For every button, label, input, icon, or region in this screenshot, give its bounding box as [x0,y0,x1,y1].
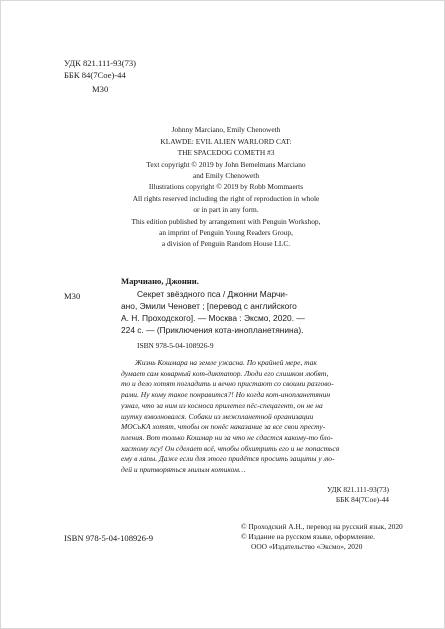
catalog-mark: М30 [64,291,81,301]
copyright-publisher: ООО «Издательство «Эксмо», 2020 [251,542,363,551]
copyright-edition: © Издание на русском языке, оформление. [241,532,376,541]
credit-line-coauthor: and Emily Chenoweth [192,171,260,180]
catalog-line-2: ано, Эмили Ченовет ; [перевод с английского [121,301,297,311]
catalog-heading: Марчиано, Джонни. [121,276,199,286]
annotation-line: пления. Вот только Кошмар ни за что не сдастся какому-то бло- [121,432,333,442]
catalog-line-3: А. Н. Проходского]. — Москва : Эксмо, 2020. — [121,313,305,323]
credit-line-original-subtitle: THE SPACEDOG COMETH #3 [177,148,275,157]
annotation-line: думает сам коварный кот-диктатор. Люди его слишком любят, [121,368,329,378]
catalog-line-4: 224 с. — (Приключения кота-инопланетянина). [121,325,304,335]
annotation-line: рами. Ну кому такое понравится?! Но когда кот-инопланетянин [121,390,331,400]
footer-bbk: ББК 84(7Сое)-44 [335,495,389,504]
credit-line-authors: Johnny Marciano, Emily Chenoweth [171,125,281,134]
annotation [121,358,393,476]
annotation-line: дей и притворяться милым котиком… [121,465,246,475]
annotation-line: шутку взволновался. Собаки из межпланетной организации [121,411,314,421]
annotation-line: то и дело хотят погладить и вечно пристают со своими разгово- [121,379,334,389]
annotation-line: ему в лапы. Даже если для этого придётся просить защиты у лю- [121,454,335,464]
annotation-line: хастому псу! Он сделает всё, чтобы обхитрить его и не попасться [121,443,340,453]
credit-line-edition: This edition published by arrangement with Penguin Workshop, [131,217,321,226]
credit-line-text-copyright: Text copyright © 2019 by John Bemelmans Marciano [146,160,306,169]
credit-line-original-title: KLAWDE: EVIL ALIEN WARLORD CAT: [160,137,292,146]
bbk-code: ББК 84(7Сое)-44 [64,70,126,80]
catalog-isbn: ISBN 978-5-04-108926-9 [137,341,214,350]
credit-line-rights: All rights reserved including the right of reproduction in whole [132,194,320,203]
bottom-isbn: ISBN 978-5-04-108926-9 [64,533,154,543]
annotation-line: Жизнь Кошмара на земле ужасна. По крайней мере, так [135,358,317,367]
copyright-translation: © Проходский А.Н., перевод на русский язык, 2020 [241,522,403,531]
footer-udk: УДК 821.111-93(73) [327,485,389,494]
credit-line-illustrations: Illustrations copyright © 2019 by Robb Mommaerts [148,182,304,191]
catalog-line-1: Секрет звёздного пса / Джонни Марчи- [137,289,288,299]
credit-line-division: a division of Penguin Random House LLC. [161,239,291,248]
annotation-line: узнал, что за ним из космоса прилетел пёс-спецагент, он не на [121,400,323,410]
credit-line-rights-cont: or in part in any form. [193,205,259,214]
author-mark: М30 [92,84,109,94]
annotation-line: МОСьКА хотят, чтобы он понёс наказание за все свои престу- [121,422,326,432]
udk-code: УДК 821.111-93(73) [64,58,137,68]
credit-line-imprint: an imprint of Penguin Young Readers Group, [159,228,293,237]
